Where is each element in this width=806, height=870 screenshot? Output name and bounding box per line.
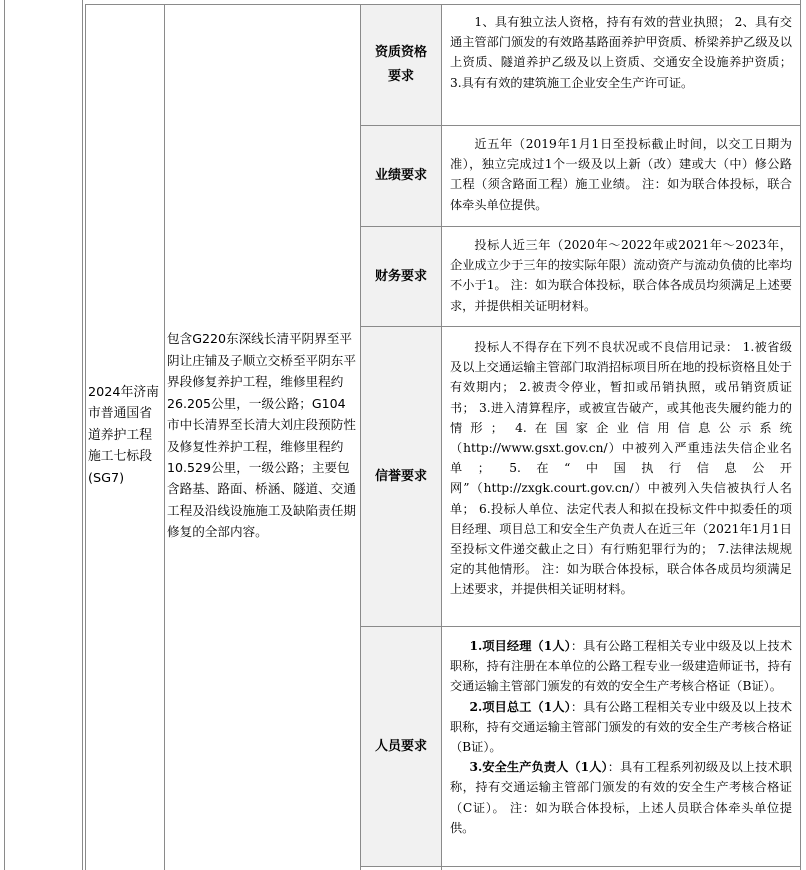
section-name: 2024年济南市普通国省道养护工程施工七标段(SG7) <box>88 384 159 486</box>
qualification-content <box>442 12 800 125</box>
label-qualification-text: 资质资格要求 <box>374 45 427 84</box>
personnel-title: 1.项目经理（1人） <box>469 639 571 653</box>
label-personnel <box>361 627 441 866</box>
table-border <box>800 0 801 870</box>
table-border <box>360 866 801 867</box>
personnel-title: 3.安全生产负责人（1人） <box>469 760 608 775</box>
personnel-text: ：具有公路工程相关专业中级及以上技术职称，持有注册在本单位的公路工程专业一级建造师证书，持有交通运输主管部门颁发的有效的安全生产考核合格证（B证）。 <box>450 639 793 694</box>
personnel-item <box>450 757 792 838</box>
performance-text: 近五年（2019年1月1日至投标截止时间，以交工日期为准），独立完成过1个一级及以上新（改）建或大（中）修公路工程（须含路面工程）施工业绩。 注：如为联合体投标，联合体牵头单位提供。 <box>450 137 792 212</box>
label-financial-text: 财务要求 <box>374 268 427 284</box>
label-credit-text: 信誉要求 <box>374 468 427 484</box>
personnel-item <box>450 697 792 758</box>
financial-text: 投标人近三年（2020年～2022年或2021年～2023年，企业成立少于三年的按实际年限）流动资产与流动负债的比率均不小于1。 注：如为联合体投标，联合体各成员均须满足上述要求，并提供相关证明材料。 <box>450 238 792 313</box>
table-border <box>82 0 83 870</box>
financial-content <box>442 235 800 326</box>
section-name-cell <box>86 5 164 866</box>
label-credit <box>361 327 441 626</box>
personnel-item <box>450 636 792 697</box>
label-performance-text: 业绩要求 <box>374 168 427 183</box>
table-border <box>4 0 5 870</box>
personnel-content <box>442 636 800 866</box>
personnel-text: ：具有公路工程相关专业中级及以上技术职称，持有交通运输主管部门颁发的有效的安全生产考核合格证（B证）。 <box>450 699 793 755</box>
performance-content <box>442 134 800 226</box>
credit-content <box>442 337 800 626</box>
label-performance <box>361 126 441 226</box>
label-financial <box>361 227 441 326</box>
personnel-text: ：具有工程系列初级及以上技术职称，持有交通运输主管部门颁发的有效的安全生产考核合格证（C证）。 注：如为联合体投标，上述人员联合体牵头单位提供。 <box>450 760 792 835</box>
scope-text: 包含G220东深线长清平阴界至平阴让庄铺及子顺立交桥至平阴东平界段修复养护工程，维修里程约26.205公里，一级公路；G104市中长清界至长清大刘庄段预防性及修复性养护工程，维修里程约10.529公里，一级公路；主要包含路基、路面、桥涵、隧道、交通工程及沿线设施施工及缺陷责任期修复的全部内容。 <box>167 331 356 540</box>
label-qualification <box>361 5 441 125</box>
personnel-title: 2.项目总工（1人） <box>469 699 571 714</box>
qualification-text: 1、具有独立法人资格，持有有效的营业执照； 2、具有交通主管部门颁发的有效路基路面养护甲资质、桥梁养护乙级及以上资质、隧道养护乙级及以上资质、交通安全设施养护资质； 3.具有有效的建筑施工企业安全生产许可证。 <box>450 15 792 90</box>
scope-cell <box>165 5 360 866</box>
label-personnel-text: 人员要求 <box>374 738 427 754</box>
credit-text: 投标人不得存在下列不良状况或不良信用记录： 1.被省级及以上交通运输主管部门取消招标项目所在地的投标资格且处于有效期内； 2.被责令停业，暂扣或吊销执照，或吊销资质证书； 3.进入清算程序，或被宣告破产，或其他丧失履约能力的情形； 4.在国家企业信用信息公示系统（http://www.gsxt.gov.cn/）中被列入严重违法失信企业名单； 5.在“中国执行信息公开网”（http://zxgk.court.gov.cn/）中被列入失信被执行人名单； 6.投标人单位、法定代表人和拟在投标文件中拟委任的项目经理、项目总工和安全生产负责人在近三年（2021年1月1日至投标文件递交截止之日）有行贿犯罪行为的； 7.法律法规规定的其他情形。 注：如为联合体投标，联合体各成员均须满足上述要求，并提供相关证明材料。 <box>450 340 792 597</box>
